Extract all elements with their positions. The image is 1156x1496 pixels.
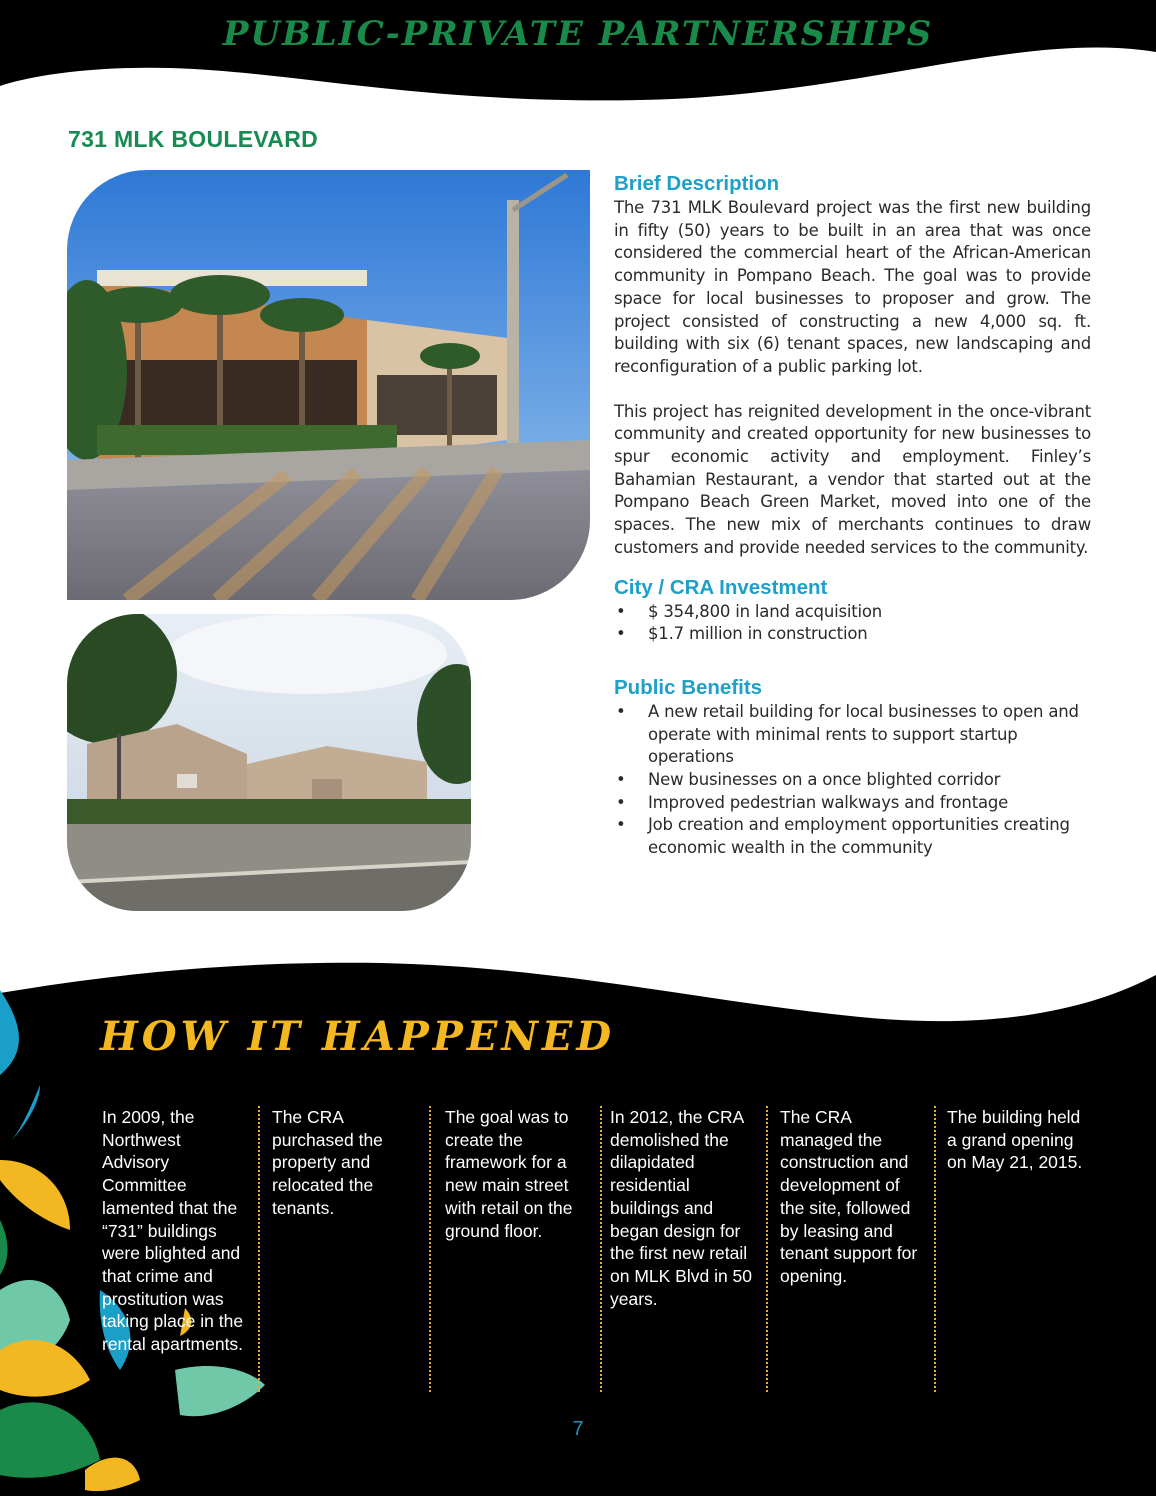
brief-description-paragraph-1: The 731 MLK Boulevard project was the first new building in fifty (50) years to be built in an area that was once considered the commercial heart of the African-American community in Pompano Beach. The goal was to provide space for local businesses to proposer and grow. The project consisted of constructing a new 4,000 sq. ft. building with six (6) tenant spaces, new landscaping and reconfiguration of a public parking lot. [614,198,1091,376]
timeline-step: In 2009, the Northwest Advisory Committee lamented that the “731” buildings were blighted and that crime and prostitution was taking place in the rental apartments. [102,1107,244,1355]
timeline-divider [600,1106,602,1392]
project-title: 731 MLK BOULEVARD [68,126,319,152]
timeline-step: The CRA purchased the property and relocated the tenants. [272,1107,383,1218]
brief-description-paragraph-2: This project has reignited development in the once-vibrant community and created opportunity for new businesses to spur economic activity and employment. Finley’s Bahamian Restaurant, a vendor that started out at the Pompano Beach Green Market, moved into one of the spaces. The new mix of merchants continues to draw customers and provide needed services to the community. [614,401,1091,557]
new-building-photo [67,170,590,600]
investment-list [614,601,1091,646]
timeline-divider [766,1106,768,1392]
benefit-item: • A new retail building for local businesses to open and operate with minimal rents to support startup operations [614,701,1091,769]
timeline-step: The goal was to create the framework for a new main street with retail on the ground floor. [445,1107,573,1241]
benefit-item: • Job creation and employment opportunities creating economic wealth in the community [614,814,1091,859]
timeline-divider [429,1106,431,1392]
investment-item: • $ 354,800 in land acquisition [614,601,1091,624]
benefits-heading: Public Benefits [614,675,763,699]
benefit-item: • New businesses on a once blighted corridor [614,769,1091,792]
investment-item: • $1.7 million in construction [614,623,1091,646]
timeline-divider [934,1106,936,1392]
investment-heading: City / CRA Investment [614,575,828,599]
benefit-item: • Improved pedestrian walkways and frontage [614,792,1091,815]
old-buildings-photo [67,614,471,911]
page-number: 7 [572,1418,584,1440]
how-it-happened-title: HOW IT HAPPENED [100,1013,616,1060]
banner-title: PUBLIC-PRIVATE PARTNERSHIPS [222,14,934,54]
timeline-step: The building held a grand opening on May 21, 2015. [947,1107,1083,1173]
timeline-step: In 2012, the CRA demolished the dilapidated residential buildings and began design for the first new retail on MLK Blvd in 50 years. [610,1107,753,1309]
timeline-step: The CRA managed the construction and development of the site, followed by leasing and tenant support for opening. [780,1107,918,1286]
brief-description-heading: Brief Description [614,172,780,195]
benefits-list [614,701,1091,860]
timeline-divider [258,1106,260,1392]
project-details [614,170,1091,860]
